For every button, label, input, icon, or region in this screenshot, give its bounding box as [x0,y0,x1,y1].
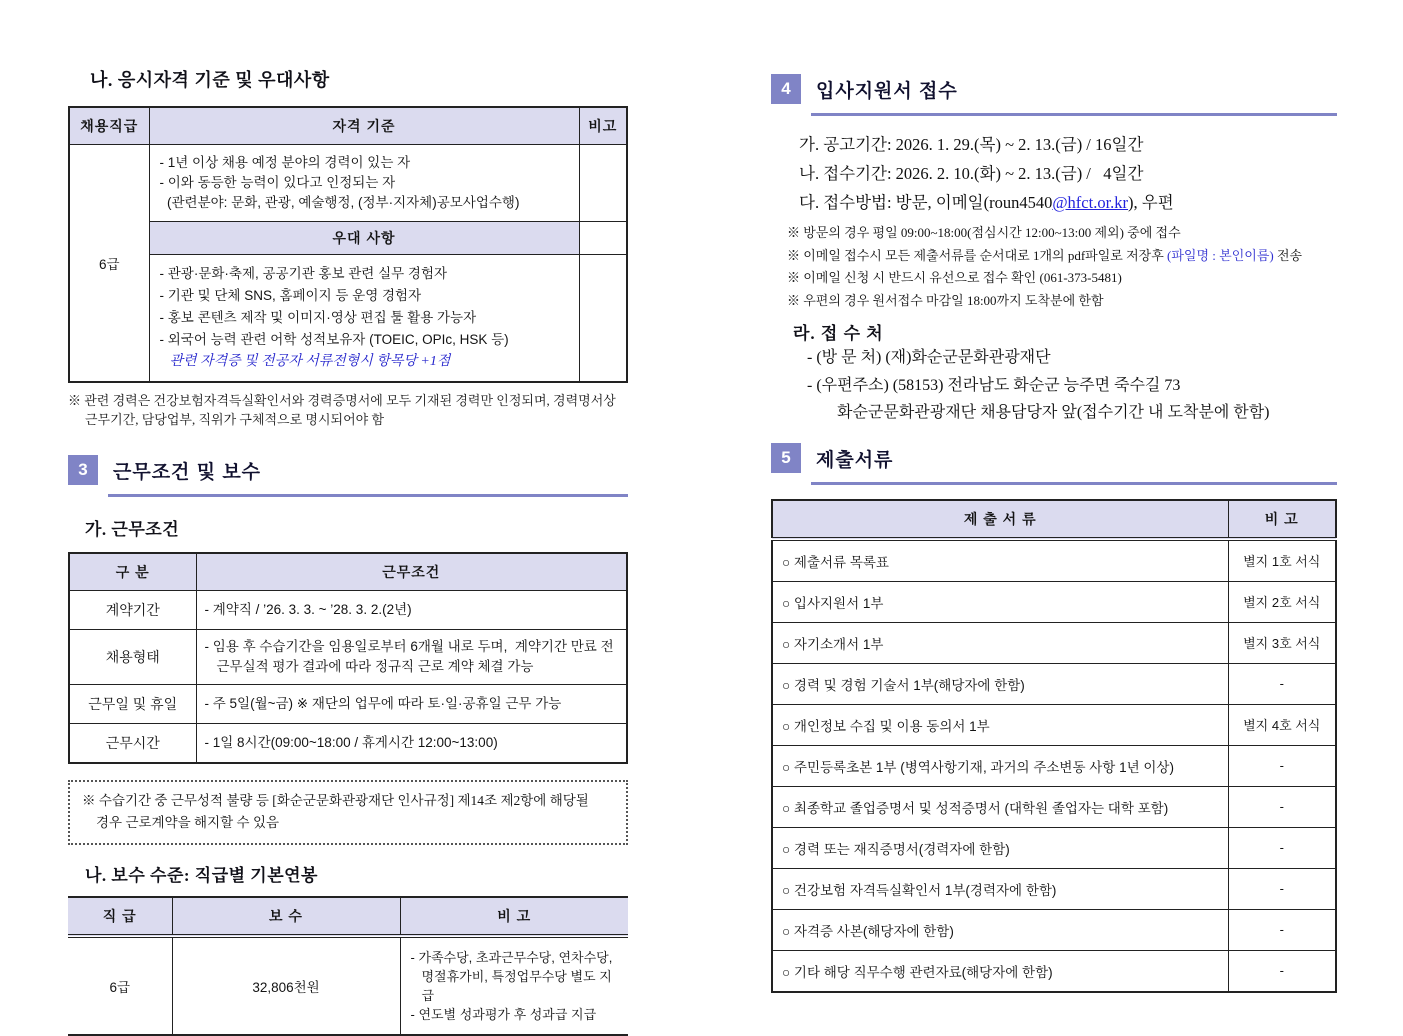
application-period-item: 나. 접수기간: 2026. 2. 10.(화) ~ 2. 13.(금) / 4일간 [799,164,1144,183]
row-value-line: - 임용 후 수습기간을 임용일로부터 6개월 내로 두며, 계약기간 만료 전 [204,639,614,654]
row-label-cell: 계약기간 [69,591,196,630]
salary-remark-line: - 연도별 성과평가 후 성과급 지급 [410,1007,597,1022]
document-cell: ○ 경력 또는 재직증명서(경력자에 한함) [772,827,1228,868]
footnote-line: 근무기간, 담당업부, 직위가 구체적으로 명시되어야 함 [85,412,385,427]
visit-address-line: - (방 문 처) (재)화순군문화관광재단 [807,349,1051,366]
notice-line: ※ 수습기간 중 근무성적 불량 등 [화순군문화관광재단 인사규정] 제14조 제2항에 해당될 [82,793,589,808]
email-link[interactable]: @hfct.or.kr [1052,193,1129,212]
mail-arrival-note: ※ 우편의 경우 원서접수 마감일 18:00까지 도착분에 한함 [787,292,1104,308]
preference-header-row [69,222,627,255]
application-method-text: 다. 접수방법: 방문, 이메일(roun4540 [799,193,1053,212]
section-3-header [68,455,628,497]
section-4-title-underline [811,74,1337,116]
salary-remark-line: 명절휴가비, 특정업무수당 별도 지급 [421,969,612,1003]
salary-header-row [68,897,628,936]
document-cell: ○ 자기소개서 1부 [772,622,1228,663]
remark-cell-empty [579,222,627,255]
qualification-row [69,145,627,222]
table-row [772,622,1336,663]
row-value-line: 근무실적 평가 결과에 따라 정규직 근로 계약 체결 가능 [216,659,534,674]
row-value-cell [196,630,627,685]
section-3-title: 근무조건 및 보수 [113,462,262,483]
table-row [69,630,627,685]
table-row [69,724,627,764]
application-method-text: ), 우편 [1128,193,1174,212]
col-header-category: 구 분 [69,553,196,591]
col-header-document: 제 출 서 류 [772,500,1228,539]
filename-highlight: (파일명 : 본인이름) [1167,247,1274,263]
work-conditions-header-row [69,553,627,591]
mail-address-line: - (우편주소) (58153) 전라남도 화순군 능주면 죽수길 73 [807,376,1181,394]
table-row [772,909,1336,950]
qualification-line: (관련분야: 문화, 관광, 예술행정, (정부·지자체)공모사업수행) [159,195,520,210]
qualification-line: - 1년 이상 채용 예정 분야의 경력이 있는 자 [159,155,411,170]
document-note-cell: 별지 3호 서식 [1228,622,1336,663]
section-4-number-badge: 4 [771,74,801,104]
preference-cell [149,255,579,383]
document-cell: ○ 건강보험 자격득실확인서 1부(경력자에 한함) [772,868,1228,909]
document-cell: ○ 주민등록초본 1부 (병역사항기재, 과거의 주소변동 사항 1년 이상) [772,745,1228,786]
grade-cell: 6급 [69,145,149,383]
row-label-cell: 근무시간 [69,724,196,764]
section-5-header [771,443,1337,485]
table-row [772,950,1336,992]
table-row [69,591,627,630]
probation-notice-box [68,780,628,845]
col-header-remark: 비 고 [1228,500,1336,539]
row-label-cell: 채용형태 [69,630,196,685]
table-row [69,685,627,724]
salary-table [68,896,628,1036]
document-cell: ○ 제출서류 목록표 [772,539,1228,582]
row-value-line: - 계약직 / ’26. 3. 3. ~ ’28. 3. 2.(2년) [204,602,412,617]
document-note-cell: 별지 2호 서식 [1228,581,1336,622]
document-cell: ○ 자격증 사본(해당자에 한함) [772,909,1228,950]
salary-row [68,936,628,1035]
email-file-note-text: ※ 이메일 접수시 모든 제출서류를 순서대로 1개의 pdf파일로 저장후 [787,247,1168,263]
preference-bonus-note: 관련 자격증 및 전공자 서류전형시 항목당 +1점 [169,354,451,369]
table-row [772,581,1336,622]
reception-place-subheading: 라. 접 수 처 [793,324,884,343]
col-header-remark: 비고 [579,107,627,145]
work-conditions-table [68,552,628,764]
work-conditions-subheading: 가. 근무조건 [85,520,180,539]
table-row [772,704,1336,745]
preference-line: - 홍보 콘텐츠 제작 및 이미지·영상 편집 툴 활용 가능자 [159,310,477,325]
document-cell: ○ 입사지원서 1부 [772,581,1228,622]
notice-line: 경우 근로계약을 해지할 수 있음 [96,815,280,830]
documents-header-row [772,500,1336,539]
eligibility-header-row [69,107,627,145]
email-confirm-note: ※ 이메일 신청 시 반드시 유선으로 접수 확인 (061-373-5481) [787,270,1122,285]
announcement-period-item: 가. 공고기간: 2026. 1. 29.(목) ~ 2. 13.(금) / 16일간 [799,135,1144,154]
footnote-line: ※ 관련 경력은 건강보험자격득실확인서와 경력증명서에 모두 기재된 경력만 인정되며, 경력명서상 [68,393,616,408]
application-items [771,130,1337,217]
section-3-number-badge: 3 [68,455,98,485]
document-note-cell: - [1228,909,1336,950]
row-value-cell [196,591,627,630]
section-5-title: 제출서류 [816,449,894,471]
salary-subheading: 나. 보수 수준: 직급별 기본연봉 [85,866,318,885]
row-value-line: - 1일 8시간(09:00~18:00 / 휴게시간 12:00~13:00) [204,735,498,750]
application-method-item [771,188,1337,217]
salary-amount-cell: 32,806천원 [172,936,400,1035]
email-file-note-text: 전송 [1273,247,1303,263]
row-label-cell: 근무일 및 휴일 [69,685,196,724]
table-row [772,663,1336,704]
col-header-remark: 비 고 [400,897,628,936]
document-cell: ○ 개인정보 수집 및 이용 동의서 1부 [772,704,1228,745]
eligibility-heading: 나. 응시자격 기준 및 우대사항 [90,70,330,90]
preference-row [69,255,627,383]
table-row [772,868,1336,909]
table-row [772,786,1336,827]
section-3-title-underline [108,455,628,497]
visit-note: ※ 방문의 경우 평일 09:00~18:00(점심시간 12:00~13:00 제외) 중에 접수 [787,225,1181,240]
document-cell: ○ 최종학교 졸업증명서 및 성적증명서 (대학원 졸업자는 대학 포함) [772,786,1228,827]
remark-cell-empty [579,145,627,222]
col-header-criteria: 자격 기준 [149,107,579,145]
row-value-line: - 주 5일(월~금) ※ 재단의 업무에 따라 토·일·공휴일 근무 가능 [204,696,562,711]
section-5-number-badge: 5 [771,443,801,473]
salary-grade-cell: 6급 [109,980,131,995]
document-note-cell: - [1228,827,1336,868]
document-cell: ○ 기타 해당 직무수행 관련자료(해당자에 한함) [772,950,1228,992]
section-4-title: 입사지원서 접수 [816,81,958,102]
eligibility-footnote [68,391,628,429]
qualification-cell [149,145,579,222]
application-notes [771,222,1337,312]
document-note-cell: - [1228,786,1336,827]
documents-table [771,499,1337,993]
document-note-cell: - [1228,950,1336,992]
col-header-grade: 직 급 [68,897,172,936]
section-4-header [771,74,1337,116]
left-column [68,66,628,1036]
salary-remark-line: - 가족수당, 초과근무수당, 연차수당, [410,950,613,965]
mail-address-line2: 화순군문화관광재단 채용담당자 앞(접수기간 내 도착분에 한함) [837,404,1270,421]
right-column [771,66,1337,1036]
section-5-title-underline [811,443,1337,485]
document-note-cell: 별지 1호 서식 [1228,539,1336,582]
document-cell: ○ 경력 및 경험 기술서 1부(해당자에 한함) [772,663,1228,704]
preference-line: - 기관 및 단체 SNS, 홈페이지 등 운영 경험자 [159,288,422,303]
document-note-cell: - [1228,663,1336,704]
document-note-cell: - [1228,745,1336,786]
col-header-condition: 근무조건 [196,553,627,591]
remark-cell-empty [579,255,627,383]
table-row [772,827,1336,868]
document-note-cell: - [1228,868,1336,909]
table-row [772,745,1336,786]
salary-remarks-cell [400,936,628,1035]
preference-line: - 관광·문화·축제, 공공기관 홍보 관련 실무 경험자 [159,266,448,281]
col-header-salary: 보 수 [172,897,400,936]
document-note-cell: 별지 4호 서식 [1228,704,1336,745]
preference-line: - 외국어 능력 관련 어학 성적보유자 (TOEIC, OPIc, HSK 등) [159,332,509,347]
email-file-note [771,245,1337,268]
row-value-cell [196,724,627,764]
col-header-grade: 채용직급 [69,107,149,145]
eligibility-table [68,106,628,383]
preference-header-cell: 우대 사항 [149,222,579,255]
table-row [772,539,1336,582]
qualification-line: - 이와 동등한 능력이 있다고 인정되는 자 [159,175,396,190]
row-value-cell [196,685,627,724]
